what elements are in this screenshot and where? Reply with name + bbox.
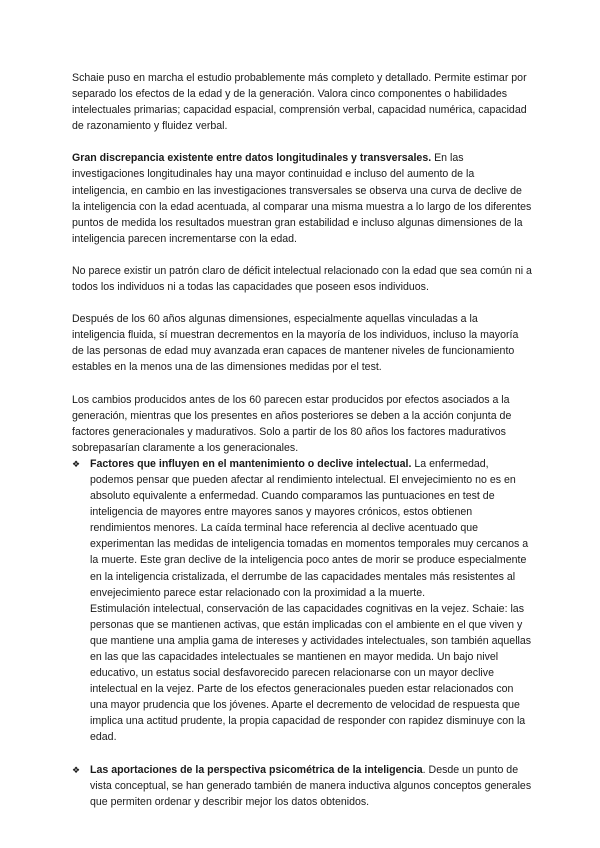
paragraph-patron: No parece existir un patrón claro de déficit intelectual relacionado con la edad que sea común ni a todos los individuos ni a todas las capacidades que poseen esos individuos. [72,264,532,294]
bullet-aportaciones [72,762,532,810]
diamond-bullet-icon: ❖ [72,458,81,469]
factores-estimulacion: Estimulación intelectual, conservación de las capacidades cognitivas en la vejez. Schaie: las personas que se mantienen activas, que están implicadas con el ambiente en el que viven y que mantiene una amplia gama de intereses y actividades intelectuales, son también aquellas en las que las capacidades intelectuales se mantienen en mayor medida. Un bajo nivel educativo, un estatus social desfavorecido parecen relacionarse con un mayor declive intelectual en la vejez. Parte de los efectos generacionales pueden estar relacionados con una mayor prudencia que los jóvenes. Aparte el decremento de velocidad de respuesta que implica una actitud prudente, la propia capacidad de responder con rapidez disminuye con la edad. [90,602,532,744]
bullet-factores [72,456,532,746]
aportaciones-text: . Desde un punto de vista conceptual, se han generado también de manera inductiva algunos conceptos generales que permiten ordenar y describir mejor los datos obtenidos. [90,763,532,808]
paragraph-discrepancia [72,150,532,247]
diamond-bullet-icon: ❖ [72,764,81,775]
heading-factores: Factores que influyen en el mantenimiento o declive intelectual. [90,457,412,470]
document-page [72,70,532,810]
paragraph-cambios: Los cambios producidos antes de los 60 parecen estar producidos por efectos asociados a la generación, mientras que los presentes en años posteriores se deben a la acción conjunta de factores generacionales y madurativos. Solo a partir de los 80 años los factores madurativos sobrepasarían claramente a los generacionales. [72,393,512,454]
heading-aportaciones: Las aportaciones de la perspectiva psicométrica de la inteligencia [90,763,423,776]
paragraph-discrepancia-text: En las investigaciones longitudinales hay una mayor continuidad e incluso del aumento de la inteligencia, en cambio en las investigaciones transversales se observa una curva de declive de la inteligencia con la edad acentuada, al comparar una misma muestra a lo largo de los diferentes puntos de medida los resultados muestran gran estabilidad e incluso algunas dimensiones de la inteligencia parecen incrementarse con la edad. [72,152,532,245]
factores-text: La enfermedad, podemos pensar que pueden afectar al rendimiento intelectual. El envejecimiento no es en absoluto equivalente a enfermedad. Cuando comparamos las puntuaciones en test de inteligencia de mayores entre mayores sanos y mayores crónicos, estos obtienen rendimientos menores. La caída terminal hace referencia al declive acentuado que experimentan las medidas de inteligencia tomadas en momentos temporales muy cercanos a la muerte. Este gran declive de la inteligencia poco antes de morir se produce especialmente en la inteligencia cristalizada, el derrumbe de las capacidades mentales más resistentes al envejecimiento parece estar relacionado con la proximidad a la muerte. [90,457,529,599]
paragraph-60-anos: Después de los 60 años algunas dimensiones, especialmente aquellas vinculadas a la inteligencia fluida, sí muestran decrementos en la mayoría de los individuos, incluso la mayoría de las personas de edad muy avanzada eran capaces de mantener niveles de funcionamiento estables en la menos una de las dimensiones medidas por el test. [72,313,519,374]
heading-discrepancia: Gran discrepancia existente entre datos longitudinales y transversales. [72,152,432,165]
paragraph-schaie: Schaie puso en marcha el estudio probablemente más completo y detallado. Permite estimar por separado los efectos de la edad y de la generación. Valora cinco componentes o habilidades intelectuales primarias; capacidad espacial, comprensión verbal, capacidad numérica, capacidad de razonamiento y fluidez verbal. [72,72,527,133]
